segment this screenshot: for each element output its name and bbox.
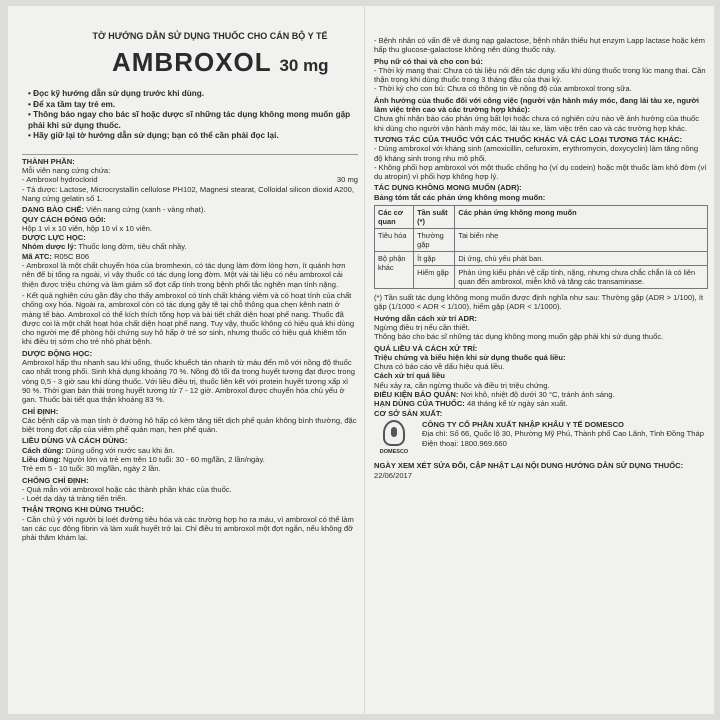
- pharm-group: [22, 242, 358, 251]
- storage: [374, 390, 708, 399]
- indications-heading: CHỈ ĐỊNH:: [22, 406, 59, 416]
- storage-heading: ĐIỀU KIỆN BẢO QUẢN:: [374, 390, 459, 400]
- brand-dose: 30 mg: [279, 56, 329, 76]
- adr-management-text: Ngừng điều trị nếu cần thiết.: [374, 322, 470, 332]
- warning-list: [28, 89, 358, 142]
- shelf-life: [374, 399, 708, 408]
- atc-code: [22, 252, 358, 261]
- active-ingredient: [22, 175, 358, 184]
- excipients: - Tá dược: Lactose, Microcrystallin cellulose PH102, Magnesi stearat, Colloidal silicon dioxid A200, Nang cứng gelatin số 1.: [22, 184, 354, 203]
- review-heading: [374, 461, 708, 480]
- dosage-form: [22, 205, 358, 214]
- left-column: [22, 6, 358, 543]
- shelf-text: 48 tháng kể từ ngày sản xuất.: [466, 399, 568, 409]
- warning-item: • Thông báo ngay cho bác sĩ hoặc dược sĩ những tác dụng không mong muốn gặp phải khi sử dụng thuốc.: [28, 110, 358, 131]
- dose-adult: [22, 455, 358, 464]
- pack-heading: QUY CÁCH ĐÓNG GÓI:: [22, 214, 106, 224]
- table-header-row: [375, 206, 708, 229]
- frequency-note: (*) Tần suất tác dụng không mong muốn được định nghĩa như sau: Thường gặp (ADR > 1/100), ít gặp (1/1000 < ADR < 1/100), hiếm gặp (ADR < 1/1000).: [374, 293, 704, 312]
- doc-title: TỜ HƯỚNG DẪN SỬ DỤNG THUỐC CHO CÁN BỘ Y TẾ: [92, 31, 328, 41]
- pharmacodynamics-para: - Ambroxol là một chất chuyển hóa của bromhexin, có tác dụng làm đờm lỏng hơn, ít quánh hơn nên để bị tống ra ngoài, vì vậy thuốc có tác dụng long đờm. Một vài tài liệu có nêu ambroxol cải thiện được triệu chứng và làm giảm số đợt cấp tính trong bệnh phổi tắc nghẽn mạn tính nặng.: [22, 261, 346, 289]
- column-header: Tần suất (*): [414, 206, 455, 229]
- adr-summary: Bảng tóm tắt các phản ứng không mong muốn:: [374, 192, 546, 202]
- interaction-item: - Dùng ambroxol với kháng sinh (amoxicillin, cefuroxim, erythromycin, doxycyclin) làm tăng nồng độ kháng sinh trong nhu mô phổi.: [374, 144, 699, 163]
- composition-intro: Mỗi viên nang cứng chứa:: [22, 166, 111, 176]
- table-cell: Bộ phận khác: [375, 252, 414, 289]
- driving-heading: Ảnh hưởng của thuốc đối với công việc (người vận hành máy móc, đang lái tàu xe, người làm việc trên cao và các trường hợp khác):: [374, 95, 700, 115]
- table-cell: Ít gặp: [414, 252, 455, 266]
- column-header: Các phản ứng không mong muốn: [455, 206, 708, 229]
- pack-text: Hộp 1 vỉ x 10 viên, hộp 10 vỉ x 10 viên.: [22, 223, 153, 233]
- form-text: Viên nang cứng (xanh - vàng nhạt).: [86, 205, 206, 215]
- company-logo: [374, 420, 414, 457]
- contraindication-item: - Loét dạ dày tá tràng tiến triển.: [22, 494, 128, 504]
- table-row: [375, 229, 708, 252]
- overdose-treatment-heading: Cách xử trí quá liều: [374, 371, 445, 381]
- dose-subheading: Liều dùng:: [22, 455, 61, 464]
- form-heading: DẠNG BÀO CHẾ:: [22, 205, 85, 215]
- table-cell: Phản ứng kiểu phản vệ cấp tính, nặng, nhưng chưa chắc chắn là có liên quan đến ambroxol, miễn khô và tăng các transaminase.: [455, 266, 708, 289]
- warning-item: • Đọc kỹ hướng dẫn sử dụng trước khi dùng.: [28, 89, 358, 100]
- divider: [22, 154, 358, 155]
- adr-management-text: Thông báo cho bác sĩ những tác dụng không mong muốn gặp phải khi sử dụng thuốc.: [374, 332, 664, 342]
- company-name: CÔNG TY CỔ PHẦN XUẤT NHẬP KHẨU Y TẾ DOMESCO: [422, 419, 624, 429]
- active-name: - Ambroxol hydroclorid: [22, 175, 98, 185]
- column-header: Các cơ quan: [375, 206, 414, 229]
- company-address: Địa chỉ: Số 66, Quốc lộ 30, Phường Mỹ Phú, Thành phố Cao Lãnh, Tỉnh Đồng Tháp: [422, 429, 704, 439]
- right-column: [374, 6, 708, 480]
- company-phone: Điện thoại: 1800.969.660: [422, 438, 507, 448]
- contraindications-heading: CHỐNG CHỈ ĐỊNH:: [22, 475, 89, 485]
- interactions-heading: TƯƠNG TÁC CỦA THUỐC VỚI CÁC THUỐC KHÁC VÀ CÁC LOẠI TƯƠNG TÁC KHÁC:: [374, 134, 683, 144]
- how-text: Dùng uống với nước sau khi ăn.: [65, 445, 175, 455]
- precautions-heading: THẬN TRỌNG KHI DÙNG THUỐC:: [22, 505, 144, 515]
- dose-child: Trẻ em 5 - 10 tuổi: 30 mg/lần, ngày 2 lần.: [22, 464, 161, 474]
- pregnancy-text: - Thời kỳ mang thai: Chưa có tài liệu nói đến tác dụng xấu khi dùng thuốc trong lúc mang thai. Cần thận trọng khi dùng thuốc trong 3 tháng đầu của thai kỳ.: [374, 65, 706, 85]
- table-cell: Tiêu hóa: [375, 229, 414, 252]
- administration: [22, 446, 358, 455]
- review-heading-text: NGÀY XEM XÉT SỬA ĐỔI, CẬP NHẬT LẠI NỘI DUNG HƯỚNG DẪN SỬ DỤNG THUỐC:: [374, 461, 684, 471]
- lactose-warning: - Bệnh nhân có vấn đề về dung nạp galactose, bệnh nhân thiếu hụt enzym Lapp lactase hoặc kém hấp thu glucose-galactose không nên dùng thuốc này.: [374, 36, 705, 55]
- adr-management-heading: Hướng dẫn cách xử trí ADR:: [374, 313, 478, 323]
- leaflet-sheet: [8, 6, 714, 714]
- table-row: [375, 252, 708, 266]
- atc-heading: Mã ATC:: [22, 251, 52, 261]
- overdose-symptoms-text: Chưa có báo cáo về dấu hiệu quá liều.: [374, 362, 505, 372]
- table-cell: Dị ứng, chủ yếu phát ban.: [455, 252, 708, 266]
- manufacturer-heading: CƠ SỞ SẢN XUẤT:: [374, 408, 443, 418]
- composition-heading: THÀNH PHẦN:: [22, 156, 75, 166]
- logo-text: DOMESCO: [379, 448, 409, 455]
- table-cell: Hiếm gặp: [414, 266, 455, 289]
- how-heading: Cách dùng:: [22, 445, 64, 455]
- fold-line: [364, 6, 366, 714]
- adr-heading: TÁC DỤNG KHÔNG MONG MUỐN (ADR):: [374, 183, 522, 193]
- precautions-text: - Cần chú ý với người bị loét đường tiêu hóa và các trường hợp ho ra máu, vì ambroxol có thể làm tan các cục đông fibrin và làm xuất huyết trở lại. Chỉ điều trị ambroxol một đợt ngắn, nếu không đỡ phải thăm khám lại.: [22, 514, 354, 543]
- domesco-logo-icon: [383, 420, 405, 446]
- overdose-heading: QUÁ LIỀU VÀ CÁCH XỬ TRÍ:: [374, 343, 478, 353]
- manufacturer-block: [374, 420, 708, 457]
- warning-item: • Hãy giữ lại tờ hướng dẫn sử dụng; bạn có thể cần phải đọc lại.: [28, 131, 358, 142]
- active-amount: 30 mg: [336, 175, 358, 185]
- storage-text: Nơi khô, nhiệt độ dưới 30 °C, tránh ánh sáng.: [460, 390, 615, 400]
- contraindication-item: - Quá mẫn với ambroxol hoặc các thành phần khác của thuốc.: [22, 484, 232, 494]
- atc-text: R05C B06: [54, 251, 90, 261]
- interaction-item: - Không phối hợp ambroxol với một thuốc chống ho (ví dụ codein) hoặc một thuốc làm khô đờm (ví dụ atropin) vì phối hợp không hợp lý.: [374, 162, 707, 182]
- table-row: [375, 266, 708, 289]
- manufacturer-info: [422, 420, 708, 457]
- breastfeeding-text: - Thời kỳ cho con bú: Chưa có thông tin về nồng độ của ambroxol trong sữa.: [374, 84, 632, 94]
- pharmacodynamics-para: - Kết quả nghiên cứu gần đây cho thấy ambroxol có tính chất kháng viêm và có hoạt tính của chất chống oxy hóa. Ngoài ra, ambroxol còn có tác dụng gây tê tại chỗ thông qua chẹn kênh natri ở màng tế bào. Ambroxol có thể kích thích tổng hợp và bài tiết chất diện hoạt phế nang. Thuốc đã được coi là một chất hoạt hóa chất diện hoạt phế nang. Tuy vậy, thuốc không có hiệu quả khi dùng cho người mẹ để phòng hội chứng suy hô hấp ở trẻ sơ sinh, nhưng thuốc có hiệu quả khiêm tốn khi điều trị sớm cho trẻ nhỏ phát bệnh.: [22, 290, 355, 347]
- dosage-heading: LIỀU DÙNG VÀ CÁCH DÙNG:: [22, 436, 128, 446]
- shelf-heading: HẠN DÙNG CỦA THUỐC:: [374, 399, 465, 409]
- pharmacodynamics-heading: DƯỢC LỰC HỌC:: [22, 233, 86, 243]
- driving-text: Chưa ghi nhận báo cáo phản ứng bất lợi hoặc chưa có nghiên cứu nào về ảnh hưởng của thuốc khi dùng cho người vận hành máy móc, lái tàu xe, làm việc trên cao và các trường hợp khác.: [374, 114, 700, 133]
- group-text: Thuốc long đờm, tiêu chất nhầy.: [78, 242, 187, 252]
- pharmacokinetics-text: Ambroxol hấp thu nhanh sau khi uống, thuốc khuếch tán nhanh từ máu đến mô với nồng độ thuốc cao nhất trong phổi. Sinh khả dụng khoảng 70 %. Nồng độ tối đa trong huyết tương đạt được trong vòng 0,5 - 3 giờ sau khi dùng thuốc. Với liều điều trị, thuốc liên kết với protein huyết tương xấp xỉ 90 %. Thời gian bán thải trong huyết tương từ 7 - 12 giờ. Ambroxol được chuyển hóa chủ yếu ở gan. Thuốc bài tiết qua thận khoảng 83 %.: [22, 358, 355, 405]
- table-cell: Thường gặp: [414, 229, 455, 252]
- table-cell: Tai biến nhẹ: [455, 229, 708, 252]
- brand-name: AMBROXOL: [112, 47, 272, 78]
- pharmacokinetics-heading: DƯỢC ĐỘNG HỌC:: [22, 348, 93, 358]
- warning-item: • Để xa tầm tay trẻ em.: [28, 100, 358, 111]
- review-date: 22/06/2017: [374, 470, 413, 480]
- overdose-symptoms-heading: Triệu chứng và biểu hiện khi sử dụng thuốc quá liều:: [374, 352, 566, 362]
- indications-text: Các bệnh cấp và mạn tính ở đường hô hấp có kèm tăng tiết dịch phế quản không bình thường, đặc biệt trong đợt cấp của viêm phế quản mạn, hen phế quản.: [22, 415, 357, 435]
- dose-adult-text: Người lớn và trẻ em trên 10 tuổi: 30 - 60 mg/lần, 2 lần/ngày.: [62, 455, 265, 464]
- product-name: [112, 47, 358, 81]
- pregnancy-heading: Phụ nữ có thai và cho con bú:: [374, 56, 483, 66]
- adr-table: [374, 205, 708, 289]
- group-heading: Nhóm dược lý:: [22, 242, 77, 252]
- overdose-treatment-text: Nếu xảy ra, cần ngừng thuốc và điều trị triệu chứng.: [374, 380, 550, 390]
